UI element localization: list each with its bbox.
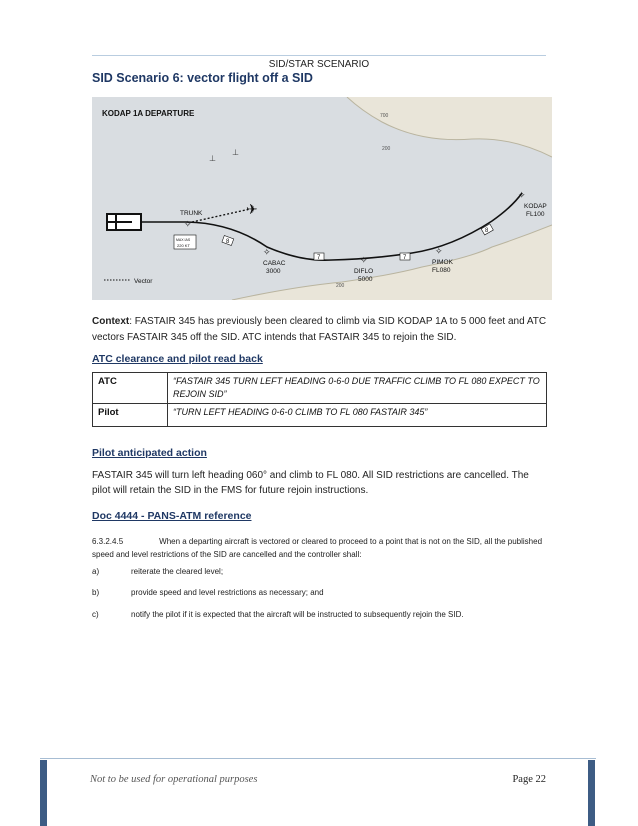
route-label: 8 <box>226 239 230 245</box>
footer-bar-right <box>588 760 595 826</box>
footer-rule <box>40 758 596 759</box>
waypoint-cabac <box>263 247 286 275</box>
waypoint-pimok <box>432 246 454 274</box>
svg-text:MAX IAS: MAX IAS <box>176 238 191 242</box>
pilot-action-text: FASTAIR 345 will turn left heading 060° and climb to FL 080. All SID restrictions are cancelled. The pilot will retain the SID in the FMS for future rejoin instructions. <box>92 470 529 496</box>
phraseology-cell: “TURN LEFT HEADING 0-6-0 CLIMB TO FL 080 FASTAIR 345” <box>168 404 547 427</box>
svg-text:DIFLO: DIFLO <box>354 268 374 275</box>
sid-chart-svg <box>92 97 552 300</box>
chart-heading: KODAP 1A DEPARTURE <box>102 109 195 118</box>
navaid-icon: ⊥ <box>209 154 216 163</box>
list-item-label: b) <box>92 588 100 597</box>
legend-vector-label: Vector <box>134 278 153 285</box>
svg-text:CABAC: CABAC <box>263 260 286 267</box>
svg-text:FL100: FL100 <box>526 211 545 218</box>
list-item-label: c) <box>92 610 99 619</box>
doc-paragraph-text: When a departing aircraft is vectored or cleared to proceed to a point that is not on the SID, all the published speed and level restrictions of the SID are cancelled and the controller shall: <box>92 537 543 559</box>
list-item-label: a) <box>92 567 100 576</box>
speaker-cell: ATC <box>93 373 168 404</box>
svg-text:220 KT: 220 KT <box>177 243 190 248</box>
list-item-text: reiterate the cleared level; <box>131 567 224 576</box>
list-item-text: notify the pilot if it is expected that the aircraft will be instructed to subsequently rejoin the SID. <box>131 610 464 619</box>
speaker-cell: Pilot <box>93 404 168 427</box>
airport-symbol <box>107 214 141 230</box>
context-text: : FASTAIR 345 has previously been cleared to climb via SID KODAP 1A to 5 000 feet and ATC vectors FASTAIR 345 off the SID. ATC intends that FASTAIR 345 to rejoin the SID. <box>92 316 547 343</box>
running-head: SID/STAR SCENARIO <box>268 59 370 70</box>
context-label: Context <box>92 316 130 327</box>
svg-text:✧: ✧ <box>518 190 526 200</box>
doc-paragraph-number: 6.3.2.4.5 <box>92 537 124 546</box>
svg-text:FL080: FL080 <box>432 267 451 274</box>
aircraft-icon: ✈ <box>246 201 258 217</box>
doc-reference-heading: Doc 4444 - PANS-ATM reference <box>92 510 252 522</box>
section-title: SID Scenario 6: vector flight off a SID <box>92 71 313 85</box>
svg-text:PIMOK: PIMOK <box>432 259 453 266</box>
page-number: Page 22 <box>512 774 546 785</box>
navaid-icon: ⊥ <box>232 148 239 157</box>
waypoint-trunk <box>180 210 203 229</box>
land-area-north <box>347 97 552 157</box>
table-row <box>93 404 547 427</box>
svg-text:3000: 3000 <box>266 268 281 275</box>
route-label: 8 <box>485 228 489 234</box>
table-row <box>93 373 547 404</box>
doc-paragraph <box>92 535 547 561</box>
route-label: 7 <box>317 255 321 261</box>
svg-text:✧: ✧ <box>435 246 443 256</box>
footer-bar-left <box>40 760 47 826</box>
route-label: 7 <box>403 255 407 261</box>
sid-chart-figure <box>92 97 552 300</box>
svg-text:✧: ✧ <box>263 247 271 257</box>
context-paragraph <box>92 314 548 346</box>
header-rule <box>92 55 546 56</box>
list-item-text: provide speed and level restrictions as necessary; and <box>131 588 324 597</box>
contour-label: 200 <box>382 146 391 152</box>
waypoint-kodap <box>518 190 547 218</box>
svg-text:KODAP: KODAP <box>524 203 547 210</box>
svg-text:✧: ✧ <box>360 255 368 265</box>
svg-text:5000: 5000 <box>358 276 373 283</box>
phraseology-cell: “FASTAIR 345 TURN LEFT HEADING 0-6-0 DUE TRAFFIC CLIMB TO FL 080 EXPECT TO REJOIN SID” <box>168 373 547 404</box>
svg-text:✧: ✧ <box>184 219 192 229</box>
clearance-table <box>92 372 547 427</box>
footer-disclaimer: Not to be used for operational purposes <box>90 774 258 785</box>
contour-label: 200 <box>336 283 345 289</box>
svg-text:TRUNK: TRUNK <box>180 210 203 217</box>
sid-route-line <box>141 193 522 260</box>
contour-label: 700 <box>380 113 389 119</box>
pilot-action-heading: Pilot anticipated action <box>92 447 207 459</box>
speed-restriction-box <box>174 235 196 249</box>
clearance-heading: ATC clearance and pilot read back <box>92 353 263 365</box>
